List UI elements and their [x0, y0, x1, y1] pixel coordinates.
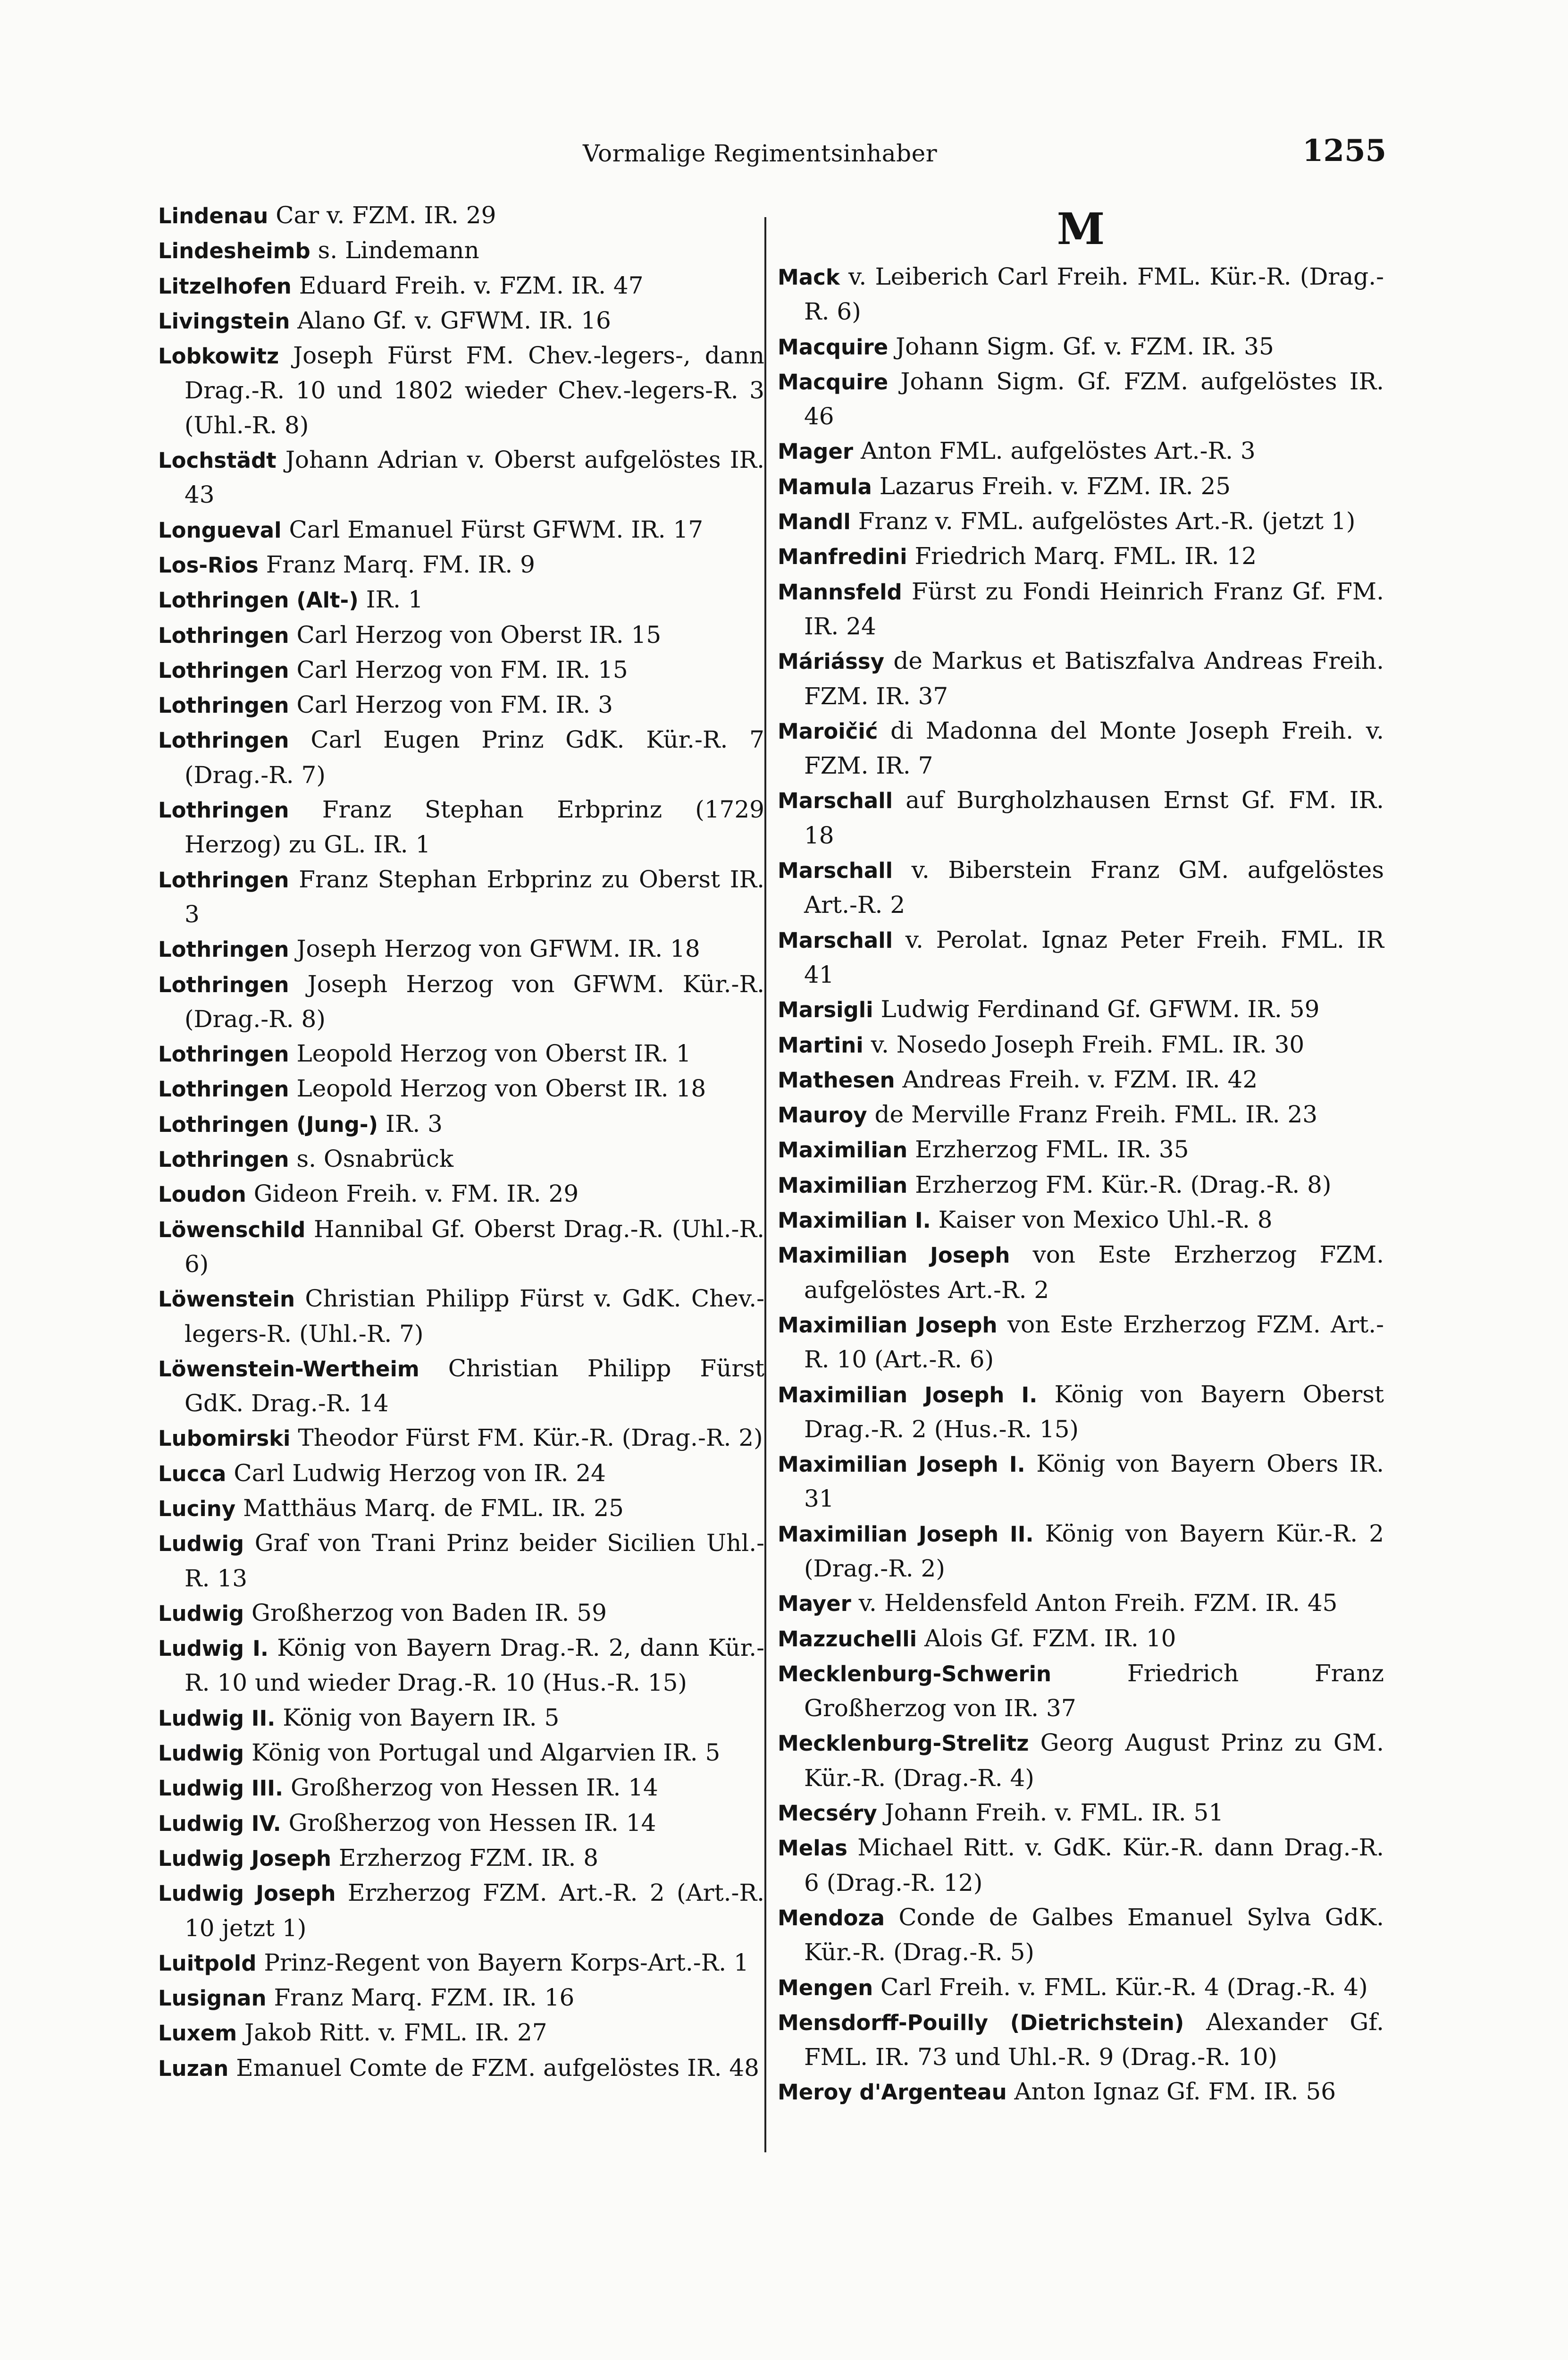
entry-heading: Maximilian I.	[778, 1208, 931, 1233]
entry-heading: Marschall	[778, 927, 893, 953]
entry-text: Franz Marq. FZM. IR. 16	[274, 1984, 575, 2012]
register-entry	[158, 303, 764, 338]
entry-heading: Mannsfeld	[778, 579, 902, 605]
register-entry	[778, 1517, 1384, 1586]
entry-heading: Maximilian Joseph	[778, 1243, 1010, 1268]
entry-heading: Melas	[778, 1836, 847, 1861]
register-entry	[158, 792, 764, 862]
entry-heading: Marschall	[778, 858, 893, 884]
entry-text: s. Lindemann	[318, 236, 479, 264]
entry-heading: Macquire	[778, 334, 889, 360]
register-entry	[778, 714, 1384, 784]
register-entry	[158, 1071, 764, 1106]
entry-heading: Maximilian	[778, 1172, 908, 1198]
register-entry	[158, 1736, 764, 1770]
entry-heading: Lothringen	[158, 798, 289, 823]
entry-text: König von Bayern Kür.-R. 2 (Drag.-R. 2)	[804, 1519, 1384, 1582]
entry-text: v. Biberstein Franz GM. aufgelöstes Art.-R. 2	[804, 856, 1384, 919]
entry-text: v. Leiberich Carl Freih. FML. Kür.-R. (Drag.-R. 6)	[804, 263, 1384, 326]
entry-text: auf Burgholzhausen Ernst Gf. FM. IR. 18	[804, 786, 1384, 849]
register-entry	[158, 967, 764, 1037]
entry-text: Carl Eugen Prinz GdK. Kür.-R. 7 (Drag.-R. 7)	[184, 726, 764, 789]
right-column	[778, 198, 1384, 2110]
register-entry	[158, 1701, 764, 1736]
entry-text: Christian Philipp Fürst v. GdK. Chev.-legers-R. (Uhl.-R. 7)	[184, 1285, 764, 1348]
register-entry	[158, 1876, 764, 1946]
register-entry	[778, 469, 1384, 504]
entry-text: Franz Marq. FM. IR. 9	[266, 550, 535, 578]
entry-text: Ludwig Ferdinand Gf. GFWM. IR. 59	[880, 995, 1320, 1023]
entry-text: Joseph Herzog von GFWM. Kür.-R. (Drag.-R. 8)	[184, 970, 764, 1033]
entry-text: Großherzog von Hessen IR. 14	[288, 1809, 656, 1837]
entry-heading: Lothringen	[158, 728, 289, 753]
entry-text: König von Portugal und Algarvien IR. 5	[252, 1739, 721, 1767]
entry-text: Kaiser von Mexico Uhl.-R. 8	[938, 1206, 1273, 1234]
register-entry	[778, 1621, 1384, 1656]
entry-text: v. Perolat. Ignaz Peter Freih. FML. IR 41	[804, 926, 1384, 988]
entry-heading: Luxem	[158, 2021, 237, 2046]
entry-heading: Ludwig Joseph	[158, 1846, 332, 1871]
entry-text: Großherzog von Hessen IR. 14	[291, 1774, 658, 1802]
register-entry	[158, 443, 764, 513]
entry-heading: Mendoza	[778, 1905, 885, 1930]
entry-text: Eduard Freih. v. FZM. IR. 47	[299, 271, 644, 299]
entry-text: Joseph Herzog von GFWM. IR. 18	[296, 935, 700, 963]
entry-heading: Luitpold	[158, 1950, 257, 1976]
register-entry	[158, 1981, 764, 2015]
entry-text: Gideon Freih. v. FM. IR. 29	[253, 1180, 579, 1208]
entry-text: Alano Gf. v. GFWM. IR. 16	[297, 306, 611, 334]
entry-text: v. Heldensfeld Anton Freih. FZM. IR. 45	[858, 1589, 1338, 1617]
register-entry	[778, 1307, 1384, 1377]
entry-text: Franz Stephan Erbprinz (1729 Herzog) zu GL. IR. 1	[184, 796, 764, 859]
entry-text: Carl Emanuel Fürst GFWM. IR. 17	[289, 515, 704, 543]
entry-heading: Mayer	[778, 1591, 851, 1617]
entry-text: Theodor Fürst FM. Kür.-R. (Drag.-R. 2)	[298, 1424, 763, 1452]
entry-text: König von Bayern Oberst Drag.-R. 2 (Hus.-R. 15)	[804, 1380, 1384, 1443]
entry-text: Erzherzog FM. Kür.-R. (Drag.-R. 8)	[915, 1171, 1332, 1198]
register-entry	[778, 1132, 1384, 1167]
entry-text: Lazarus Freih. v. FZM. IR. 25	[879, 472, 1231, 500]
running-header: Vormalige Regimentsinhaber	[583, 140, 938, 167]
entry-heading: Mager	[778, 439, 854, 464]
register-entry	[158, 1142, 764, 1177]
section-letter: M	[1057, 203, 1105, 254]
register-entry	[158, 233, 764, 268]
register-entry	[158, 1526, 764, 1596]
entry-text: Friedrich Marq. FML. IR. 12	[914, 542, 1257, 570]
register-entry	[778, 1830, 1384, 1900]
entry-text: Alois Gf. FZM. IR. 10	[924, 1624, 1176, 1652]
register-entry	[158, 932, 764, 967]
register-entry	[158, 653, 764, 688]
entry-text: v. Nosedo Joseph Freih. FML. IR. 30	[871, 1030, 1305, 1058]
entry-heading: Mauroy	[778, 1103, 867, 1128]
entry-text: von Este Erzherzog FZM. Art.-R. 10 (Art.-R. 6)	[804, 1310, 1384, 1374]
entry-heading: Lusignan	[158, 1986, 267, 2011]
register-entry	[778, 1062, 1384, 1097]
register-entry	[158, 1806, 764, 1841]
entry-text: di Madonna del Monte Joseph Freih. v. FZM. IR. 7	[804, 716, 1384, 780]
entry-text: König von Bayern IR. 5	[283, 1703, 560, 1731]
entry-text: Anton Ignaz Gf. FM. IR. 56	[1014, 2078, 1336, 2106]
entry-text: Hannibal Gf. Oberst Drag.-R. (Uhl.-R. 6)	[184, 1215, 764, 1278]
entry-text: Carl Herzog von Oberst IR. 15	[296, 621, 662, 649]
register-entry	[778, 1097, 1384, 1132]
entry-heading: Löwenstein	[158, 1287, 295, 1312]
entry-text: Graf von Trani Prinz beider Sicilien Uhl.-R. 13	[184, 1529, 764, 1592]
entry-heading: Lothringen	[158, 937, 289, 962]
entry-heading: Löwenstein-Wertheim	[158, 1356, 419, 1382]
entry-heading: Maximilian Joseph I.	[778, 1382, 1038, 1408]
entry-heading: Maroičić	[778, 718, 878, 744]
register-entry	[158, 1491, 764, 1526]
entry-heading: Lothringen (Jung-)	[158, 1112, 378, 1137]
entry-text: Prinz-Regent von Bayern Korps-Art.-R. 1	[264, 1948, 749, 1976]
register-entry	[158, 1841, 764, 1876]
entry-text: Großherzog von Baden IR. 59	[252, 1599, 607, 1627]
entry-heading: Ludwig	[158, 1741, 244, 1766]
entry-heading: Lindesheimb	[158, 238, 310, 264]
register-entry	[158, 582, 764, 617]
entry-heading: Ludwig I.	[158, 1636, 269, 1661]
register-entry	[778, 992, 1384, 1027]
entry-text: Carl Herzog von FM. IR. 15	[296, 656, 628, 683]
entry-heading: Lothringen	[158, 1042, 289, 1067]
entry-heading: Mazzuchelli	[778, 1626, 917, 1652]
entry-text: Anton FML. aufgelöstes Art.-R. 3	[860, 437, 1256, 465]
entry-heading: Lothringen	[158, 623, 289, 648]
register-entry	[158, 269, 764, 303]
register-entry	[778, 504, 1384, 539]
entry-text: Johann Freih. v. FML. IR. 51	[884, 1799, 1224, 1827]
entry-text: Georg August Prinz zu GM. Kür.-R. (Drag.-R. 4)	[804, 1729, 1384, 1792]
entry-heading: Lothringen	[158, 657, 289, 683]
entry-text: Franz Stephan Erbprinz zu Oberst IR. 3	[184, 865, 764, 928]
register-entry	[778, 783, 1384, 853]
entry-text: Johann Adrian v. Oberst aufgelöstes IR. 43	[184, 446, 764, 509]
register-entry	[778, 574, 1384, 644]
entry-text: Erzherzog FZM. IR. 8	[338, 1844, 599, 1871]
entry-heading: Lubomirski	[158, 1426, 291, 1451]
entry-heading: Luzan	[158, 2056, 229, 2081]
register-entry	[778, 1447, 1384, 1517]
entry-heading: Lothringen	[158, 972, 289, 997]
entry-heading: Mecklenburg-Strelitz	[778, 1731, 1029, 1756]
entry-heading: Los-Rios	[158, 552, 259, 578]
register-entry	[158, 1351, 764, 1421]
entry-text: de Merville Franz Freih. FML. IR. 23	[874, 1101, 1318, 1129]
register-entry	[778, 2074, 1384, 2109]
register-entry	[778, 1203, 1384, 1238]
register-entry	[158, 2051, 764, 2086]
entry-heading: Ludwig II.	[158, 1705, 276, 1731]
register-entry	[778, 1586, 1384, 1621]
entry-heading: Ludwig Joseph	[158, 1881, 336, 1906]
register-entry	[158, 1281, 764, 1351]
entry-heading: Lucca	[158, 1461, 226, 1486]
register-entry	[778, 1656, 1384, 1726]
entry-heading: Longueval	[158, 517, 282, 543]
entry-heading: Ludwig	[158, 1531, 244, 1557]
register-entry	[778, 364, 1384, 434]
entry-heading: Mecséry	[778, 1801, 877, 1826]
entry-text: Conde de Galbes Emanuel Sylva GdK. Kür.-R. (Drag.-R. 5)	[804, 1903, 1384, 1966]
entry-heading: Maximilian Joseph I.	[778, 1452, 1025, 1477]
entry-text: Friedrich Franz Großherzog von IR. 37	[804, 1659, 1384, 1722]
entry-heading: Mengen	[778, 1975, 873, 2000]
entry-text: von Este Erzherzog FZM. aufgelöstes Art.-R. 2	[804, 1241, 1384, 1304]
entry-heading: Maximilian	[778, 1138, 908, 1163]
entry-heading: Mandl	[778, 509, 851, 535]
register-entry	[778, 434, 1384, 469]
entry-heading: Mamula	[778, 474, 872, 499]
entry-text: Michael Ritt. v. GdK. Kür.-R. dann Drag.-R. 6 (Drag.-R. 12)	[804, 1834, 1384, 1896]
entry-heading: Loudon	[158, 1182, 246, 1207]
entry-heading: Lothringen	[158, 1147, 289, 1172]
register-entry	[158, 1456, 764, 1491]
entry-heading: Mensdorff-Pouilly (Dietrichstein)	[778, 2010, 1184, 2035]
entry-heading: Lobkowitz	[158, 344, 279, 369]
entry-heading: Lindenau	[158, 203, 268, 228]
entry-text: Carl Herzog von FM. IR. 3	[296, 691, 613, 719]
entry-text: Johann Sigm. Gf. v. FZM. IR. 35	[896, 332, 1274, 360]
entry-text: Joseph Fürst FM. Chev.-legers-, dann Drag.-R. 10 und 1802 wieder Chev.-legers-R. 3 (Uhl.-R. 8)	[184, 342, 764, 439]
entry-heading: Meroy d'Argenteau	[778, 2080, 1007, 2105]
entry-text: Carl Ludwig Herzog von IR. 24	[234, 1459, 606, 1487]
entry-heading: Manfredini	[778, 544, 907, 570]
entry-text: IR. 3	[385, 1110, 443, 1138]
entry-text: Erzherzog FZM. Art.-R. 2 (Art.-R. 10 jetzt 1)	[184, 1879, 764, 1942]
register-entry	[778, 2005, 1384, 2075]
entry-heading: Macquire	[778, 369, 889, 395]
register-entry	[158, 338, 764, 443]
register-entry	[778, 853, 1384, 923]
right-entries	[778, 260, 1384, 2110]
entry-heading: Luciny	[158, 1496, 236, 1521]
entry-text: s. Osnabrück	[296, 1145, 453, 1173]
entry-text: Matthäus Marq. de FML. IR. 25	[243, 1494, 624, 1522]
entry-text: Emanuel Comte de FZM. aufgelöstes IR. 48	[236, 2054, 759, 2082]
entry-heading: Marsigli	[778, 997, 873, 1023]
register-entry	[778, 1726, 1384, 1795]
entry-text: Christian Philipp Fürst GdK. Drag.-R. 14	[184, 1354, 764, 1417]
entry-text: Leopold Herzog von Oberst IR. 18	[296, 1075, 706, 1103]
register-entry	[778, 644, 1384, 714]
entry-heading: Ludwig	[158, 1601, 244, 1626]
register-entry	[778, 1795, 1384, 1830]
register-entry	[778, 1238, 1384, 1307]
entry-heading: Ludwig III.	[158, 1776, 284, 1801]
entry-heading: Lothringen	[158, 693, 289, 718]
entry-text: IR. 1	[366, 586, 423, 614]
entry-heading: Lothringen (Alt-)	[158, 588, 359, 613]
register-entry	[778, 539, 1384, 574]
register-entry	[158, 688, 764, 723]
entry-heading: Löwenschild	[158, 1217, 306, 1242]
register-entry	[158, 1177, 764, 1212]
register-entry	[778, 923, 1384, 993]
entry-heading: Lothringen	[158, 867, 289, 893]
register-entry	[158, 1212, 764, 1282]
register-entry	[778, 260, 1384, 329]
column-divider	[764, 217, 766, 2152]
entry-heading: Livingstein	[158, 308, 290, 334]
register-entry	[158, 1631, 764, 1701]
entry-heading: Lothringen	[158, 1077, 289, 1102]
register-entry	[158, 862, 764, 932]
entry-heading: Mack	[778, 265, 840, 290]
entry-text: Franz v. FML. aufgelöstes Art.-R. (jetzt 1)	[858, 507, 1356, 535]
entry-text: Andreas Freih. v. FZM. IR. 42	[902, 1065, 1258, 1093]
entry-heading: Maximilian Joseph	[778, 1312, 998, 1338]
entry-heading: Mecklenburg-Schwerin	[778, 1661, 1052, 1686]
entry-heading: Mathesen	[778, 1067, 895, 1093]
register-entry	[158, 513, 764, 548]
entry-text: Fürst zu Fondi Heinrich Franz Gf. FM. IR. 24	[804, 577, 1384, 640]
entry-heading: Máriássy	[778, 649, 885, 674]
entry-text: Leopold Herzog von Oberst IR. 1	[296, 1040, 691, 1068]
entry-text: König von Bayern Obers IR. 31	[804, 1450, 1384, 1513]
register-entry	[158, 198, 764, 233]
register-entry	[158, 723, 764, 792]
register-entry	[778, 1168, 1384, 1203]
entry-heading: Maximilian Joseph II.	[778, 1521, 1034, 1547]
entry-text: Jakob Ritt. v. FML. IR. 27	[244, 2019, 547, 2047]
register-entry	[778, 1028, 1384, 1062]
entry-heading: Ludwig IV.	[158, 1811, 281, 1836]
left-column	[158, 198, 764, 2086]
entry-heading: Martini	[778, 1032, 864, 1058]
entry-text: Alexander Gf. FML. IR. 73 und Uhl.-R. 9 (Drag.-R. 10)	[804, 2008, 1384, 2071]
register-entry	[778, 329, 1384, 364]
page-number: 1255	[1302, 133, 1387, 169]
register-entry	[158, 618, 764, 653]
register-entry	[158, 1946, 764, 1981]
register-entry	[158, 1421, 764, 1456]
register-entry	[778, 1900, 1384, 1970]
register-entry	[158, 1596, 764, 1631]
entry-heading: Litzelhofen	[158, 273, 292, 299]
entry-text: Carl Freih. v. FML. Kür.-R. 4 (Drag.-R. 4)	[880, 1973, 1368, 2001]
entry-text: Erzherzog FML. IR. 35	[915, 1136, 1189, 1163]
entry-text: König von Bayern Drag.-R. 2, dann Kür.-R. 10 und wieder Drag.-R. 10 (Hus.-R. 15)	[184, 1634, 764, 1697]
register-entry	[778, 1377, 1384, 1447]
register-entry	[158, 1037, 764, 1071]
register-entry	[158, 548, 764, 582]
register-entry	[158, 1107, 764, 1142]
entry-heading: Lochstädt	[158, 448, 277, 473]
register-entry	[158, 2015, 764, 2050]
entry-text: Car v. FZM. IR. 29	[276, 202, 496, 229]
register-entry	[778, 1970, 1384, 2005]
entry-heading: Marschall	[778, 788, 893, 814]
register-entry	[158, 1770, 764, 1805]
entry-text: Johann Sigm. Gf. FZM. aufgelöstes IR. 46	[804, 367, 1384, 430]
entry-text: de Markus et Batiszfalva Andreas Freih. FZM. IR. 37	[804, 647, 1384, 710]
